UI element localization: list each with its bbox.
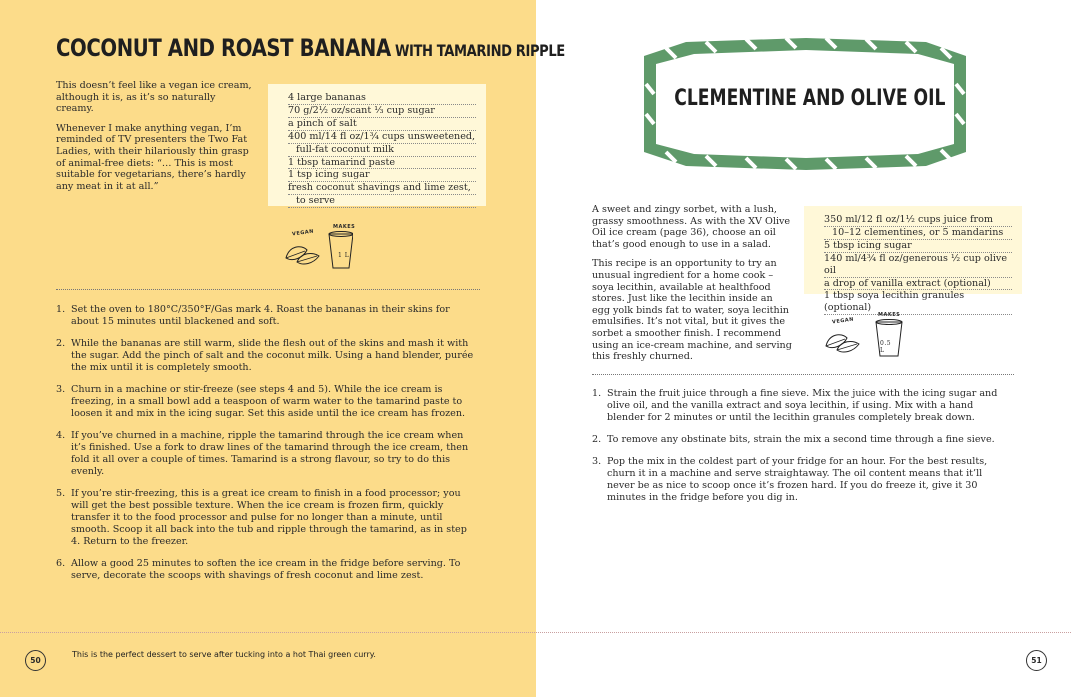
step-text: Allow a good 25 minutes to soften the ice cream in the fridge before serving. To serve, decorate the scoops with shavings of fresh coconut and lime zest. — [71, 558, 461, 581]
recipe-title-right — [636, 86, 974, 111]
divider-left — [56, 289, 480, 290]
step-number: 5. — [56, 488, 66, 499]
leaf-icon — [283, 222, 356, 272]
title-main: COCONUT AND ROAST BANANA — [56, 34, 391, 62]
ingredients-box-left — [268, 84, 486, 206]
step-text: While the bananas are still warm, slide the flesh out of the skins and mash it with the sugar. Add the pinch of salt and the coconut milk. Using a hand blender, purée the mix until it is completely smooth. — [71, 338, 474, 373]
makes-amount: 1 L — [338, 252, 350, 259]
ingredient-item: 1 tbsp tamarind paste — [288, 157, 476, 170]
step-text: Strain the fruit juice through a fine sieve. Mix the juice with the icing sugar and olive oil, and the vanilla extract and soya lecithin, if using. Mix with a hand blender for 2 minutes or until the lecithin granules completely break down. — [607, 388, 998, 423]
ingredient-item: 10–12 clementines, or 5 mandarins — [824, 227, 1012, 240]
intro-paragraph: This doesn’t feel like a vegan ice cream, although it is, as it’s so naturally creamy. — [56, 80, 252, 115]
ingredients-box-right — [804, 206, 1022, 314]
makes-label: MAKES — [333, 224, 356, 230]
ingredient-item: 400 ml/14 fl oz/1¾ cups unsweetened, — [288, 130, 476, 142]
method-step — [56, 384, 474, 420]
step-number: 1. — [592, 388, 602, 399]
page-number-left: 50 — [25, 650, 46, 671]
method-steps-left — [56, 304, 474, 592]
ingredient-item: full-fat coconut milk — [288, 144, 476, 157]
method-step — [56, 558, 474, 582]
method-steps-right — [592, 388, 1012, 514]
step-text: To remove any obstinate bits, strain the mix a second time through a fine sieve. — [607, 434, 995, 445]
intro-paragraph: A sweet and zingy sorbet, with a lush, grassy smoothness. As with the XV Olive Oil ice cream (page 36), choose an oil that’s good enough to use in a salad. — [592, 204, 791, 250]
method-step — [56, 488, 474, 548]
ingredient-item: 5 tbsp icing sugar — [824, 240, 1012, 253]
vegan-label: VEGAN — [291, 228, 315, 238]
recipe-title-left — [56, 34, 565, 62]
method-step — [56, 304, 474, 328]
footer-rule — [0, 632, 1071, 633]
ingredient-item: 70 g/2½ oz/scant ⅓ cup sugar — [288, 105, 476, 118]
ingredient-item: a pinch of salt — [288, 118, 476, 131]
makes-amount: 0.5 L — [880, 340, 892, 354]
ingredient-item: fresh coconut shavings and lime zest, — [288, 182, 476, 195]
intro-text-right — [592, 204, 792, 371]
step-number: 3. — [56, 384, 66, 395]
footnote: This is the perfect dessert to serve after tucking into a hot Thai green curry. — [72, 650, 376, 659]
method-step — [592, 456, 1012, 504]
step-number: 4. — [56, 430, 66, 441]
ingredient-item: 4 large bananas — [288, 92, 476, 105]
ingredient-item: to serve — [288, 195, 476, 208]
method-step — [592, 434, 1012, 446]
banner-title-text: CLEMENTINE AND OLIVE OIL — [674, 86, 946, 111]
method-step — [56, 430, 474, 478]
step-number: 6. — [56, 558, 66, 569]
step-number: 2. — [592, 434, 602, 445]
vegan-label: VEGAN — [831, 316, 855, 326]
intro-text-left — [56, 80, 256, 200]
intro-paragraph: Whenever I make anything vegan, I’m reminded of TV presenters the Two Fat Ladies, with their hilariously thin grasp of animal-free diets: “… This is most suitable for vegetarians, there’s hardly any meat in it at all.” — [56, 122, 249, 192]
method-step — [592, 388, 1012, 424]
step-number: 2. — [56, 338, 66, 349]
step-number: 3. — [592, 456, 602, 467]
ingredient-item: 1 tbsp soya lecithin granules (optional) — [824, 290, 1012, 315]
vegan-makes-badge-right — [823, 310, 901, 360]
ingredient-item: 1 tsp icing sugar — [288, 169, 476, 182]
divider-right — [592, 374, 1014, 375]
step-text: If you’ve churned in a machine, ripple the tamarind through the ice cream when it’s finished. Use a fork to draw lines of the tamarind through the ice cream, then fold it all over a couple of times. Tamarind is a strong flavour, so try to do this evenly. — [71, 430, 469, 477]
ingredient-item: 350 ml/12 fl oz/1½ cups juice from — [824, 214, 1012, 227]
step-text: Churn in a machine or stir-freeze (see steps 4 and 5). While the ice cream is freezing, in a small bowl add a teaspoon of warm water to the tamarind paste to loosen it and mix in the icing sugar. Set this aside until the ice cream has frozen. — [71, 384, 466, 419]
step-number: 1. — [56, 304, 66, 315]
step-text: If you’re stir-freezing, this is a great ice cream to finish in a food processor; you will get the best possible texture. When the ice cream is frozen firm, quickly transfer it to the food processor and pulse for no longer than a minute, until smooth. Scoop it all back into the tub and ripple through the tamarind, as in step 4. Return to the freezer. — [71, 488, 467, 547]
step-text: Set the oven to 180°C/350°F/Gas mark 4. Roast the bananas in their skins for about 15 minutes until blackened and soft. — [71, 304, 450, 327]
ingredient-item: a drop of vanilla extract (optional) — [824, 278, 1012, 291]
page-number-right: 51 — [1026, 650, 1047, 671]
title-sub: WITH TAMARIND RIPPLE — [394, 41, 565, 60]
method-step — [56, 338, 474, 374]
ingredient-item: 140 ml/4¾ fl oz/generous ½ cup olive oil — [824, 253, 1012, 278]
makes-label: MAKES — [878, 312, 901, 318]
step-text: Pop the mix in the coldest part of your fridge for an hour. For the best results, churn it in a machine and serve straightaway. The oil content means that it’ll never be as nice to scoop once it’s frozen hard. If you do freeze it, give it 30 minutes in the fridge before you dig in. — [607, 456, 988, 503]
intro-paragraph: This recipe is an opportunity to try an unusual ingredient for a home cook – soya lecithin, available at healthfood stores. Just like the lecithin inside an egg yolk binds fat to water, soya lecithin emulsifies. It’s not vital, but it gives the sorbet a smoother finish. I recommend using an ice-cream machine, and serving this freshly churned. — [592, 258, 792, 363]
vegan-makes-badge-left — [283, 222, 356, 272]
